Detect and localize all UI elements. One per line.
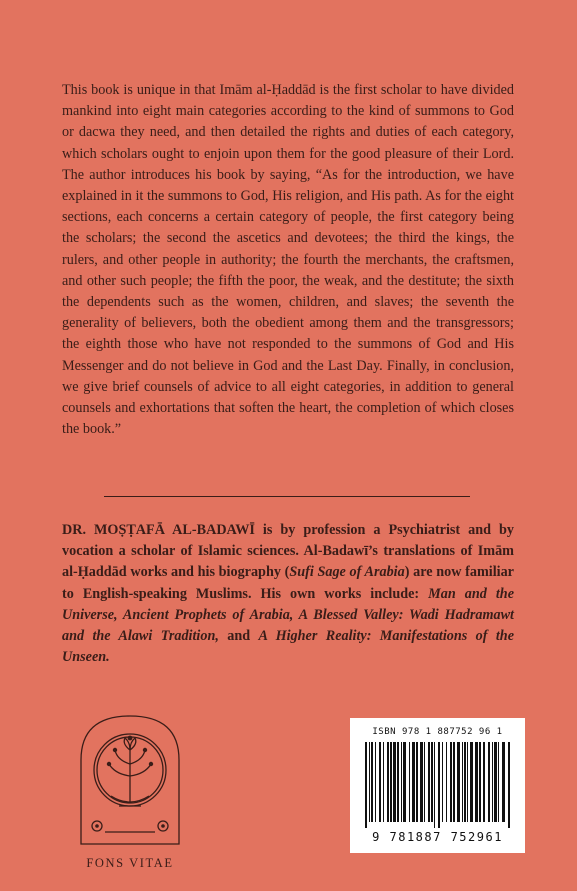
author-bio-text-3: and — [218, 628, 259, 645]
author-bio — [62, 520, 514, 668]
barcode-bar — [403, 742, 406, 822]
barcode-bar — [431, 742, 433, 822]
barcode-bar — [446, 742, 447, 822]
barcode-bar — [383, 742, 384, 822]
barcode-bar — [371, 742, 373, 822]
barcode-bar — [453, 742, 455, 822]
barcode-bar — [470, 742, 473, 822]
barcode-bar — [492, 742, 493, 822]
barcode-bar — [464, 742, 466, 822]
isbn-label: ISBN 978 1 887752 96 1 — [372, 727, 503, 737]
barcode-bar — [502, 742, 505, 822]
barcode-bar — [397, 742, 399, 822]
barcode-bar — [365, 742, 367, 828]
barcode-bar — [409, 742, 410, 822]
barcode-bar — [424, 742, 425, 822]
author-bio-text-1: DR. MOṢṬAFĀ AL-BADAWĪ is by profession a Psychiatrist and by vocation a scholar of Islamic sciences. Al-Badawī’s translations of Imām al-Ḥaddād works and his biography ( — [62, 522, 514, 581]
barcode-bar — [508, 742, 510, 828]
barcode-bar — [498, 742, 499, 822]
barcode-bar — [494, 742, 497, 822]
barcode-bar — [434, 742, 435, 828]
barcode-bar — [416, 742, 418, 822]
barcode-bar — [369, 742, 370, 822]
author-bio-text-2: ) are now familiar to English-speaking Muslims. His own works include: — [62, 564, 514, 602]
barcode-bar — [450, 742, 452, 822]
barcode-bar — [420, 742, 423, 822]
fountain-emblem-icon — [75, 710, 185, 850]
barcode-bar — [390, 742, 392, 822]
barcode-bar — [438, 742, 440, 828]
barcode-bar — [428, 742, 430, 822]
barcode-bar — [467, 742, 468, 822]
barcode-digits: 9 781887 752961 — [372, 830, 503, 844]
publisher-name: FONS VITAE — [86, 856, 174, 870]
author-bio-title-2: Man and the Universe, Ancient Prophets of Arabia, A Blessed Valley: Wadi Hadramawt and the Alawi Tradition, — [62, 585, 514, 645]
author-bio-title-1: Sufi Sage of Arabia — [289, 564, 405, 581]
barcode-bar — [479, 742, 481, 822]
author-bio-title-3: A Higher Reality: Manifestations of the Unseen. — [62, 628, 514, 666]
barcode-bar — [401, 742, 402, 822]
barcode-bars — [365, 742, 510, 828]
barcode-bar — [393, 742, 396, 822]
barcode-bar — [375, 742, 376, 822]
barcode-bar — [442, 742, 443, 822]
barcode-bar — [412, 742, 415, 822]
back-cover-blurb: This book is unique in that Imām al-Ḥaddād is the first scholar to have divided mankind into eight main categories according to the kind of summons to God or dacwa they need, and then detailed the rights and duties of each category, which scholars ought to enjoin upon them for the good pleasure of their Lord. The author introduces his book by saying, “As for the introduction, we have explained in it the summons to God, His religion, and His path. As for the eight sections, each concerns a certain category of people, the first category being the scholars; the second the ascetics and devotees; the third the kings, the rulers, and other people in authority; the fourth the merchants, the craftsmen, and other such people; the fifth the poor, the weak, and the destitute; the sixth the dependents such as the women, children, and slaves; the seventh the generality of believers, both the obedient among them and the transgressors; the eighth those who have not responded to the summons of God and His Messenger and do not believe in God and the Last Day. Finally, in conclusion, we give brief counsels of advice to all eight categories, in addition to general counsels and exhortations that soften the heart, the completion of which closes the book.” — [62, 82, 514, 438]
isbn-barcode — [350, 718, 525, 853]
barcode-bar — [457, 742, 460, 822]
barcode-bar — [488, 742, 490, 822]
barcode-bar — [483, 742, 485, 822]
barcode-bar — [475, 742, 478, 822]
barcode-bar — [387, 742, 389, 822]
publisher-logo — [75, 710, 185, 850]
barcode-bar — [462, 742, 463, 822]
barcode-bar — [379, 742, 381, 822]
section-divider — [104, 496, 470, 497]
